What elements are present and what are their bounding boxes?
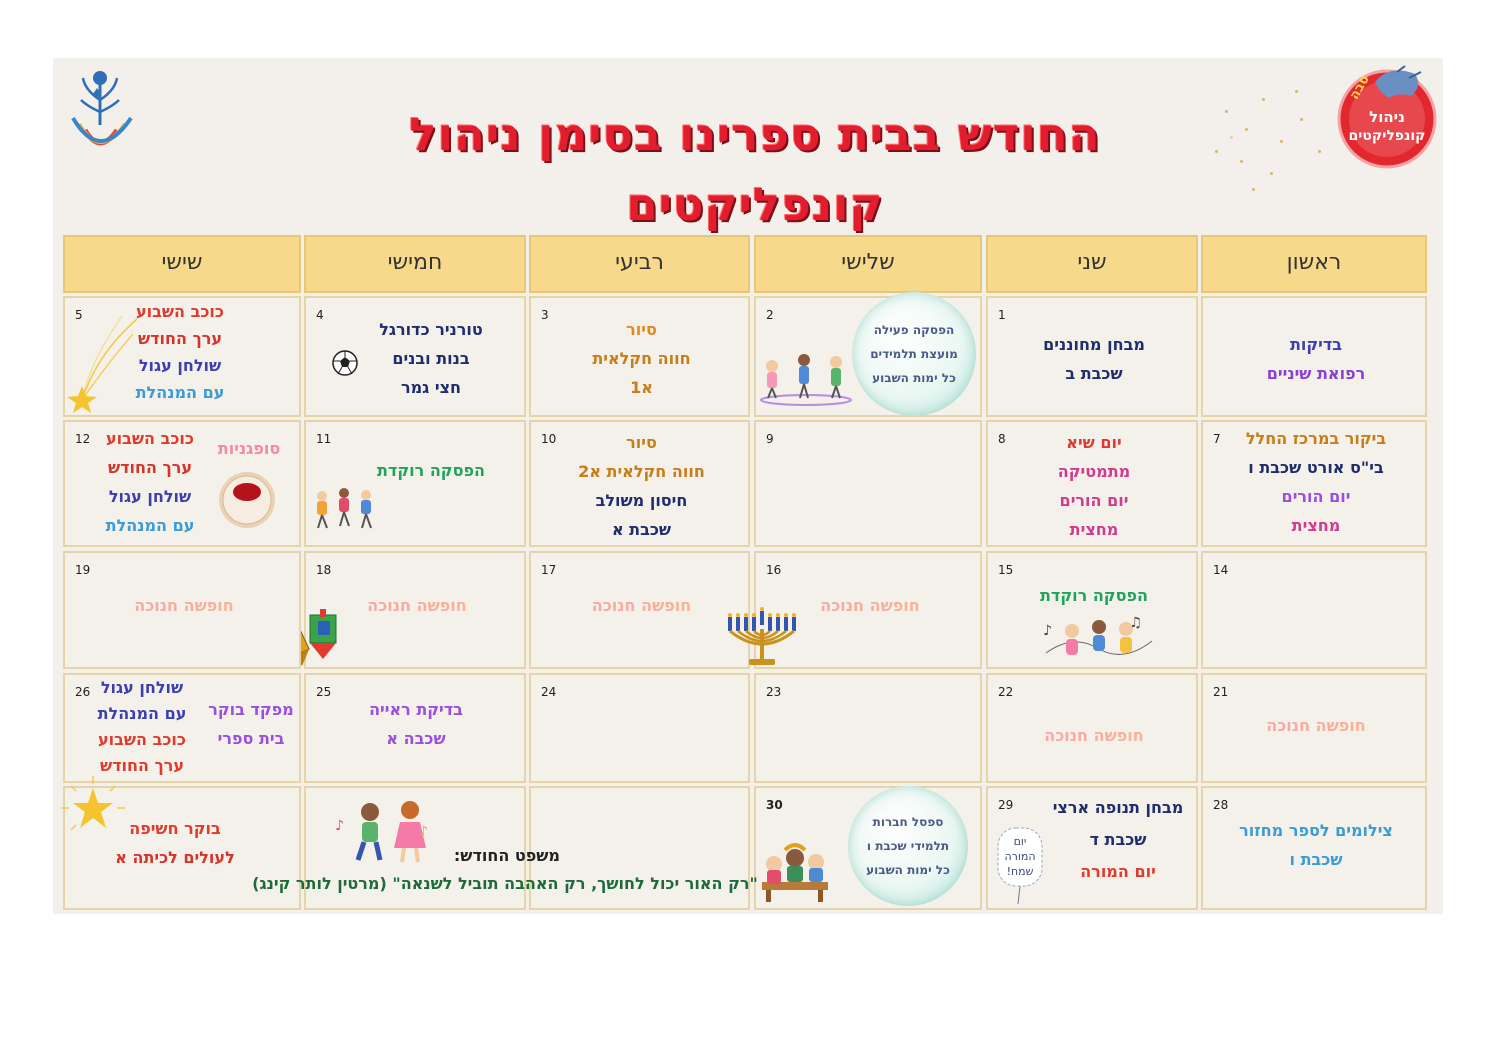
conflict-logo-line2: קונפליקטים bbox=[1348, 128, 1426, 144]
side-note bbox=[213, 434, 285, 463]
menorah-icon bbox=[727, 609, 797, 671]
event-line: מחצית bbox=[1069, 519, 1119, 539]
event-line: עם המנהלת bbox=[105, 516, 195, 535]
event-text bbox=[988, 581, 1200, 610]
day-number: 18 bbox=[316, 563, 332, 577]
event-text bbox=[1203, 424, 1429, 540]
svg-text:♪: ♪ bbox=[1043, 623, 1052, 639]
event-line: כוכב השבוע bbox=[106, 429, 194, 448]
event-line: כוכב השבוע bbox=[136, 302, 224, 321]
day-cell-tue bbox=[754, 673, 982, 783]
shooting-star-icon bbox=[67, 314, 137, 418]
teacher-day-line: שמח! bbox=[1006, 865, 1034, 878]
teacher-day-balloon-icon bbox=[992, 822, 1048, 910]
event-line: יום הורים bbox=[1281, 487, 1351, 506]
side-note bbox=[203, 695, 299, 753]
event-text bbox=[1038, 792, 1198, 888]
weekday-header: רביעי bbox=[529, 235, 750, 293]
teacher-day-line: המורה bbox=[1004, 850, 1036, 863]
day-cell-mon bbox=[986, 786, 1198, 910]
day-number: 2 bbox=[766, 308, 774, 322]
day-cell-fri bbox=[63, 673, 301, 783]
weekday-header: שני bbox=[986, 235, 1198, 293]
day-cell-thu bbox=[304, 551, 526, 669]
event-line: ערך החודש bbox=[99, 756, 185, 775]
bubble-text bbox=[852, 318, 976, 390]
event-text bbox=[1203, 816, 1429, 874]
bubble-line: כל ימות השבוע bbox=[866, 863, 950, 877]
bubble-line: תלמידי שכבת ו bbox=[866, 839, 950, 853]
event-line: א1 bbox=[630, 378, 653, 397]
event-text bbox=[1203, 330, 1429, 388]
day-number: 25 bbox=[316, 685, 332, 699]
svg-text:♪: ♪ bbox=[335, 818, 344, 834]
day-number: 28 bbox=[1213, 798, 1229, 812]
event-text bbox=[988, 721, 1200, 750]
day-number: 1 bbox=[998, 308, 1006, 322]
event-line: הפסקה רוקדת bbox=[1040, 586, 1148, 605]
day-number: 16 bbox=[766, 563, 782, 577]
event-line: חופשה חנוכה bbox=[988, 721, 1200, 750]
weekday-header: ראשון bbox=[1201, 235, 1427, 293]
day-number: 8 bbox=[998, 432, 1006, 446]
conflict-management-logo bbox=[1335, 62, 1439, 168]
day-number: 26 bbox=[75, 685, 91, 699]
event-text bbox=[356, 456, 506, 485]
bubble-line: מועצת תלמידים bbox=[870, 347, 958, 361]
day-cell-sun bbox=[1201, 420, 1427, 547]
event-text bbox=[125, 298, 235, 406]
event-line: חיסון משולב bbox=[595, 490, 688, 510]
event-line: חווה חקלאית bbox=[592, 349, 691, 368]
day-number: 12 bbox=[75, 432, 91, 446]
event-line: שולחן עגול bbox=[138, 356, 222, 375]
event-text bbox=[65, 591, 303, 620]
day-cell-fri bbox=[63, 420, 301, 547]
weekday-header: שישי bbox=[63, 235, 301, 293]
event-text bbox=[95, 424, 205, 540]
kids-playing-icon bbox=[758, 348, 854, 412]
event-line: טורניר כדורגל bbox=[379, 320, 483, 339]
event-line: שכבת ו bbox=[1289, 850, 1343, 869]
day-cell-wed bbox=[529, 551, 750, 669]
bubble-line: ספסל חברות bbox=[872, 815, 944, 829]
day-cell-wed bbox=[529, 420, 750, 547]
event-line: בי"ס אורט שכבת ו bbox=[1248, 458, 1384, 477]
day-cell-mon bbox=[986, 673, 1198, 783]
side-note-line: סופגניות bbox=[217, 439, 281, 458]
day-cell-mon bbox=[986, 420, 1198, 547]
svg-text:♫: ♫ bbox=[1129, 615, 1142, 631]
side-note-line: מפקד בוקר bbox=[208, 700, 294, 719]
singing-kids-icon bbox=[1044, 613, 1154, 669]
info-bubble bbox=[852, 292, 976, 416]
day-cell-wed bbox=[529, 673, 750, 783]
event-text bbox=[105, 814, 245, 872]
event-line: רפואת שיניים bbox=[1266, 363, 1366, 383]
event-line: חופשה חנוכה bbox=[756, 591, 984, 620]
day-cell-sun bbox=[1201, 551, 1427, 669]
weekday-header: חמישי bbox=[304, 235, 526, 293]
day-number: 30 bbox=[766, 798, 783, 812]
day-number: 22 bbox=[998, 685, 1014, 699]
day-cell-tue bbox=[754, 786, 982, 910]
day-number: 5 bbox=[75, 308, 83, 322]
calendar-grid bbox=[63, 235, 1427, 912]
event-line: שולחן עגול bbox=[100, 678, 184, 697]
event-line: בדיקת ראייה bbox=[369, 700, 463, 719]
day-cell-fri bbox=[63, 551, 301, 669]
day-cell-thu bbox=[304, 673, 526, 783]
bubble-text bbox=[848, 810, 968, 882]
conflict-logo-line1: ניהול bbox=[1369, 108, 1405, 126]
day-cell-mon bbox=[986, 296, 1198, 417]
day-number: 24 bbox=[541, 685, 557, 699]
event-line: בנות ובנים bbox=[392, 349, 470, 368]
side-note-line: בית ספרי bbox=[217, 729, 285, 748]
event-line: חופשה חנוכה bbox=[531, 591, 752, 620]
event-line: חופשה חנוכה bbox=[65, 591, 303, 620]
event-line: כוכב השבוע bbox=[98, 730, 186, 749]
day-number: 10 bbox=[541, 432, 557, 446]
school-logo-icon bbox=[55, 60, 145, 155]
event-line: סיור bbox=[626, 320, 657, 339]
bubble-line: כל ימות השבוע bbox=[872, 371, 956, 385]
event-line: ערך החודש bbox=[107, 458, 193, 477]
day-number: 15 bbox=[998, 563, 1014, 577]
day-number: 4 bbox=[316, 308, 324, 322]
event-text bbox=[988, 428, 1200, 544]
day-number: 19 bbox=[75, 563, 91, 577]
day-cell-sun bbox=[1201, 296, 1427, 417]
event-line: חווה חקלאית א2 bbox=[578, 461, 705, 481]
info-bubble bbox=[848, 786, 968, 906]
page-title: החודש בבית ספרינו בסימן ניהול קונפליקטים bbox=[409, 108, 1101, 231]
sun-sparkle-icon bbox=[61, 776, 125, 844]
event-line: ביקור במרכז החלל bbox=[1245, 429, 1387, 448]
event-text bbox=[87, 675, 197, 779]
event-line: חופשה חנוכה bbox=[306, 591, 528, 620]
motto-text: "רק האור יכול לחושך, רק האהבה תוביל לשנאה" (מרטין לותר קינג) bbox=[252, 874, 758, 893]
event-line: סיור bbox=[626, 432, 657, 452]
event-line: שכבת ב bbox=[1065, 363, 1123, 383]
day-number: 9 bbox=[766, 432, 774, 446]
event-text bbox=[531, 428, 752, 544]
day-number: 11 bbox=[316, 432, 332, 446]
event-line: בדיקות bbox=[1289, 334, 1343, 354]
event-line: שולחן עגול bbox=[108, 487, 192, 506]
event-line: לעולים לכיתה א bbox=[115, 848, 235, 867]
event-line: בוקר חשיפה bbox=[129, 819, 221, 838]
event-line: יום שיא bbox=[1066, 432, 1122, 452]
teacher-day-line: יום bbox=[1013, 835, 1027, 848]
sufganiya-icon bbox=[217, 470, 277, 534]
motto bbox=[250, 842, 760, 898]
event-line: חצי גמר bbox=[400, 378, 462, 397]
day-cell-mon bbox=[986, 551, 1198, 669]
event-line: עם המנהלת bbox=[97, 704, 187, 723]
event-line: שכבת ד bbox=[1089, 830, 1147, 849]
svg-text:♪: ♪ bbox=[419, 824, 428, 840]
day-number: 29 bbox=[998, 798, 1014, 812]
soccer-ball-icon bbox=[332, 350, 358, 380]
day-number: 23 bbox=[766, 685, 782, 699]
event-text bbox=[531, 315, 752, 402]
day-cell-thu bbox=[304, 420, 526, 547]
event-text bbox=[531, 591, 752, 620]
event-line: ערך החודש bbox=[137, 329, 223, 348]
event-line: יום המורה bbox=[1080, 862, 1156, 881]
day-number: 3 bbox=[541, 308, 549, 322]
event-line: מבחן תנופה ארצי bbox=[1052, 798, 1184, 817]
motto-label: משפט החודש: bbox=[453, 846, 560, 865]
teacher-day-text bbox=[998, 834, 1042, 879]
event-line: יום הורים bbox=[1059, 490, 1129, 510]
kids-on-bench-icon bbox=[758, 838, 832, 908]
event-text bbox=[336, 695, 496, 753]
event-line: חופשה חנוכה bbox=[1203, 711, 1429, 740]
event-line: שכבה א bbox=[386, 729, 446, 748]
event-text bbox=[988, 330, 1200, 388]
day-number: 21 bbox=[1213, 685, 1229, 699]
day-cell-wed bbox=[529, 296, 750, 417]
event-line: מחצית bbox=[1291, 516, 1341, 535]
event-text bbox=[1203, 711, 1429, 740]
day-cell-thu bbox=[304, 296, 526, 417]
day-cell-tue bbox=[754, 296, 982, 417]
event-line: מבחן מחוננים bbox=[1043, 334, 1145, 354]
event-line: עם המנהלת bbox=[135, 383, 225, 402]
event-text bbox=[356, 315, 506, 402]
conflict-logo-top: סבה bbox=[1346, 72, 1373, 103]
event-line: צילומים לספר מחזור bbox=[1239, 821, 1393, 840]
dancing-kids-icon bbox=[308, 484, 380, 536]
day-number: 17 bbox=[541, 563, 557, 577]
weekday-header: שלישי bbox=[754, 235, 982, 293]
event-line: מתמטיקה bbox=[1057, 461, 1131, 481]
bubble-line: הפסקה פעילה bbox=[873, 323, 955, 337]
day-cell-fri bbox=[63, 296, 301, 417]
day-cell-sun bbox=[1201, 673, 1427, 783]
day-number: 7 bbox=[1213, 432, 1221, 446]
day-cell-sun bbox=[1201, 786, 1427, 910]
event-line: הפסקה רוקדת bbox=[377, 461, 485, 480]
day-cell-tue bbox=[754, 420, 982, 547]
day-number: 14 bbox=[1213, 563, 1229, 577]
event-line: שכבת א bbox=[611, 519, 672, 539]
